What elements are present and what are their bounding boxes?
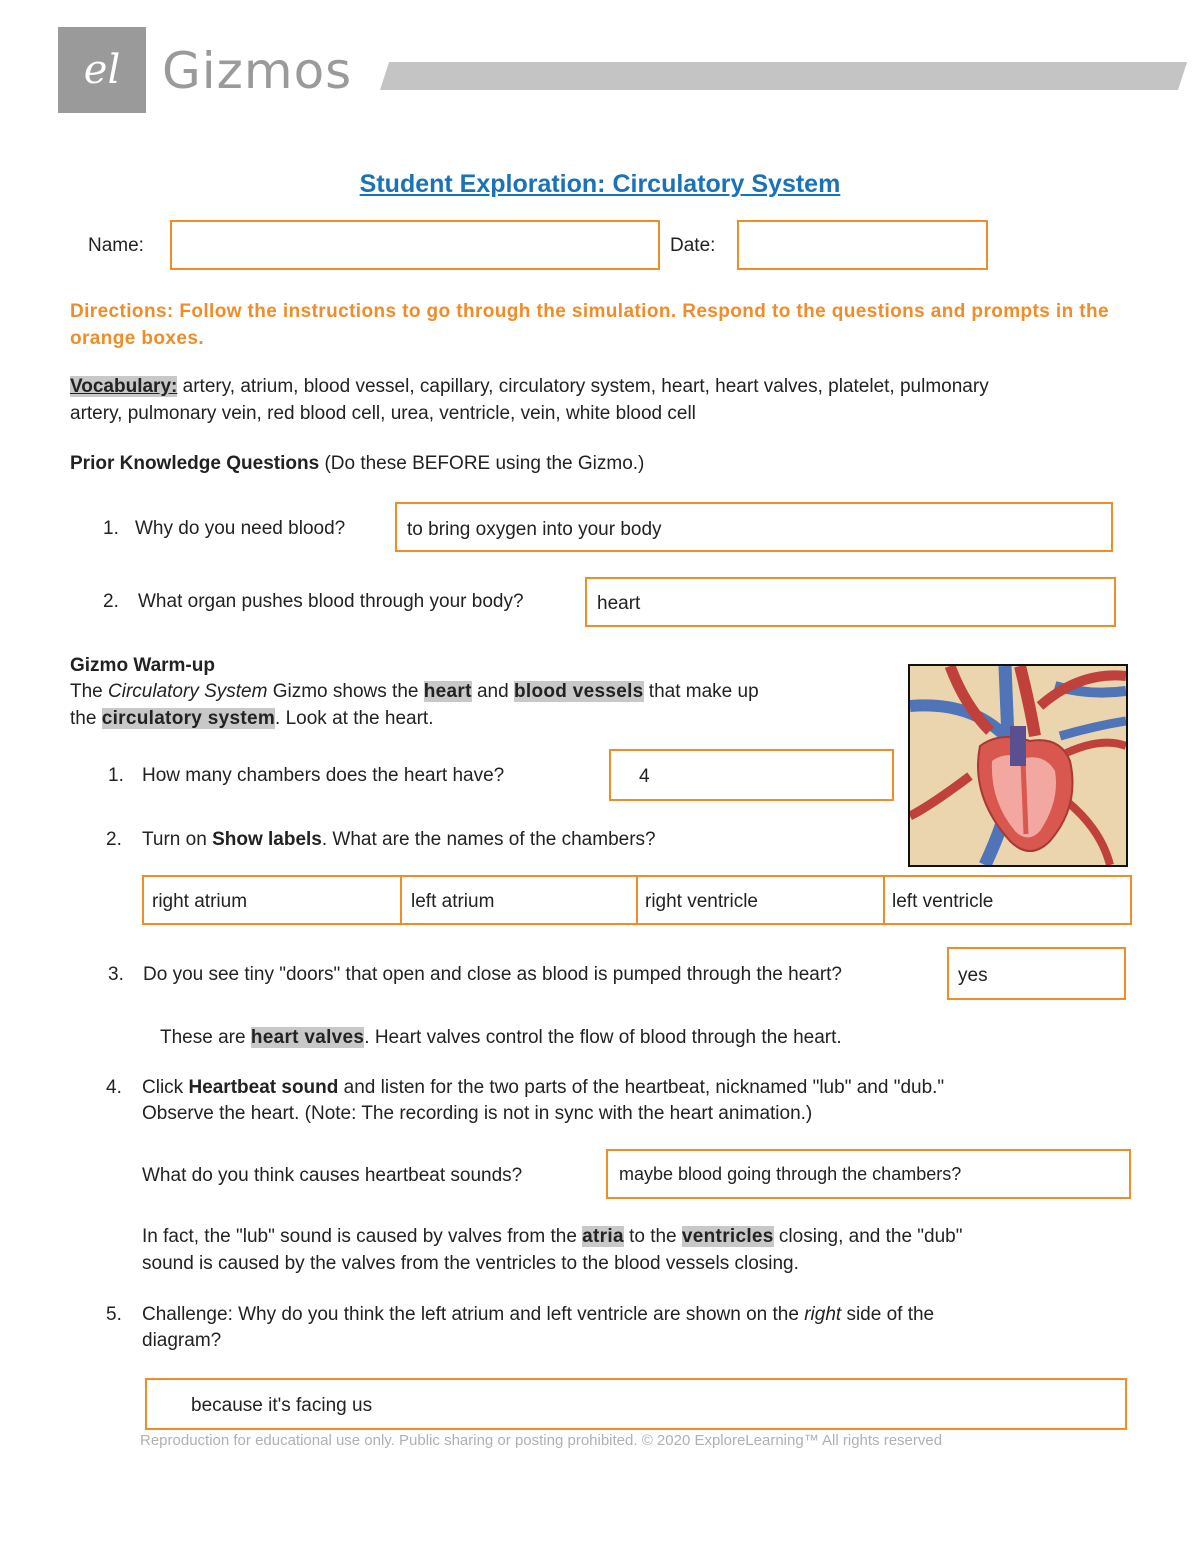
pk-q2-answer-box[interactable] bbox=[585, 577, 1116, 627]
wu-q3-text: Do you see tiny "doors" that open and close as blood is pumped through the heart? bbox=[143, 964, 843, 985]
wu-q3-number: 3. bbox=[108, 964, 124, 985]
wu-q4-answer-box[interactable] bbox=[606, 1149, 1131, 1199]
header-band bbox=[380, 62, 1187, 90]
wu-q4-answer: maybe blood going through the chambers? bbox=[619, 1164, 962, 1184]
wu-q3-answer: yes bbox=[958, 965, 988, 986]
warmup-intro-line-1: The Circulatory System Gizmo shows the heart and blood vessels that make up bbox=[70, 681, 759, 702]
heart-valves-note: These are heart valves. Heart valves control the flow of blood through the heart. bbox=[160, 1027, 842, 1048]
warmup-intro-line-2: the circulatory system. Look at the heart. bbox=[70, 708, 434, 729]
wu-q1-number: 1. bbox=[108, 765, 124, 786]
prior-knowledge-heading: Prior Knowledge Questions (Do these BEFORE using the Gizmo.) bbox=[70, 453, 645, 474]
date-field[interactable] bbox=[737, 220, 988, 270]
pk-q1-text: Why do you need blood? bbox=[135, 518, 346, 539]
wu-q1-answer: 4 bbox=[639, 766, 650, 787]
vocabulary-line-1: Vocabulary: artery, atrium, blood vessel, capillary, circulatory system, heart, heart valves, platelet, pulmonary bbox=[70, 376, 989, 397]
chamber-answer-1-box[interactable] bbox=[142, 875, 402, 925]
wu-q5-text-line-1: Challenge: Why do you think the left atrium and left ventricle are shown on the right side of the bbox=[142, 1304, 935, 1325]
wu-q1-answer-box[interactable] bbox=[609, 749, 894, 801]
lub-dub-fact-line-2: sound is caused by the valves from the ventricles to the blood vessels closing. bbox=[142, 1253, 799, 1274]
explorelearning-logo: el bbox=[83, 47, 121, 93]
wu-q4-text-line-1: Click Heartbeat sound and listen for the two parts of the heartbeat, nicknamed "lub" and "dub." bbox=[142, 1077, 945, 1098]
warmup-heading: Gizmo Warm-up bbox=[70, 655, 215, 676]
vocabulary-line-2: artery, pulmonary vein, red blood cell, urea, ventricle, vein, white blood cell bbox=[70, 403, 696, 424]
wu-q5-answer-box[interactable] bbox=[145, 1378, 1127, 1430]
pk-q1-answer-box[interactable] bbox=[395, 502, 1113, 552]
chamber-answer-4-box[interactable] bbox=[883, 875, 1132, 925]
directions: Directions: Follow the instructions to go through the simulation. Respond to the questions and prompts in the orange boxes. bbox=[70, 301, 1109, 349]
wu-q1-text: How many chambers does the heart have? bbox=[142, 765, 505, 786]
chamber-answer-4: left ventricle bbox=[892, 891, 994, 912]
wu-q5-text-line-2: diagram? bbox=[142, 1330, 222, 1351]
chamber-answer-1: right atrium bbox=[152, 891, 248, 912]
footer-copyright: Reproduction for educational use only. Public sharing or posting prohibited. © 2020 ExploreLearning™ All rights reserved bbox=[140, 1432, 943, 1449]
chamber-answer-3: right ventricle bbox=[645, 891, 758, 912]
wu-q2-text: Turn on Show labels. What are the names of the chambers? bbox=[142, 829, 656, 850]
brand-name: Gizmos bbox=[162, 42, 353, 100]
pk-q2-answer: heart bbox=[597, 593, 641, 614]
heart-illustration bbox=[908, 664, 1128, 867]
page-title: Student Exploration: Circulatory System bbox=[359, 170, 841, 198]
name-field[interactable] bbox=[170, 220, 660, 270]
wu-q3-answer-box[interactable] bbox=[947, 947, 1126, 1000]
wu-q5-answer: because it's facing us bbox=[191, 1395, 373, 1416]
heart-image bbox=[910, 666, 1126, 865]
date-label: Date: bbox=[670, 235, 716, 256]
pk-q1-answer: to bring oxygen into your body bbox=[407, 519, 662, 540]
wu-q4-prompt: What do you think causes heartbeat sounds? bbox=[142, 1165, 523, 1186]
wu-q4-number: 4. bbox=[106, 1077, 122, 1098]
wu-q4-text-line-2: Observe the heart. (Note: The recording is not in sync with the heart animation.) bbox=[142, 1103, 813, 1124]
name-label: Name: bbox=[88, 235, 144, 256]
pk-q2-number: 2. bbox=[103, 591, 119, 612]
pk-q1-number: 1. bbox=[103, 518, 119, 539]
wu-q5-number: 5. bbox=[106, 1304, 122, 1325]
wu-q2-number: 2. bbox=[106, 829, 122, 850]
chamber-answer-3-box[interactable] bbox=[636, 875, 885, 925]
pk-q2-text: What organ pushes blood through your body? bbox=[138, 591, 524, 612]
chamber-answer-2: left atrium bbox=[411, 891, 495, 912]
lub-dub-fact-line-1: In fact, the "lub" sound is caused by valves from the atria to the ventricles closing, and the "dub" bbox=[142, 1226, 963, 1247]
chamber-answer-2-box[interactable] bbox=[400, 875, 638, 925]
